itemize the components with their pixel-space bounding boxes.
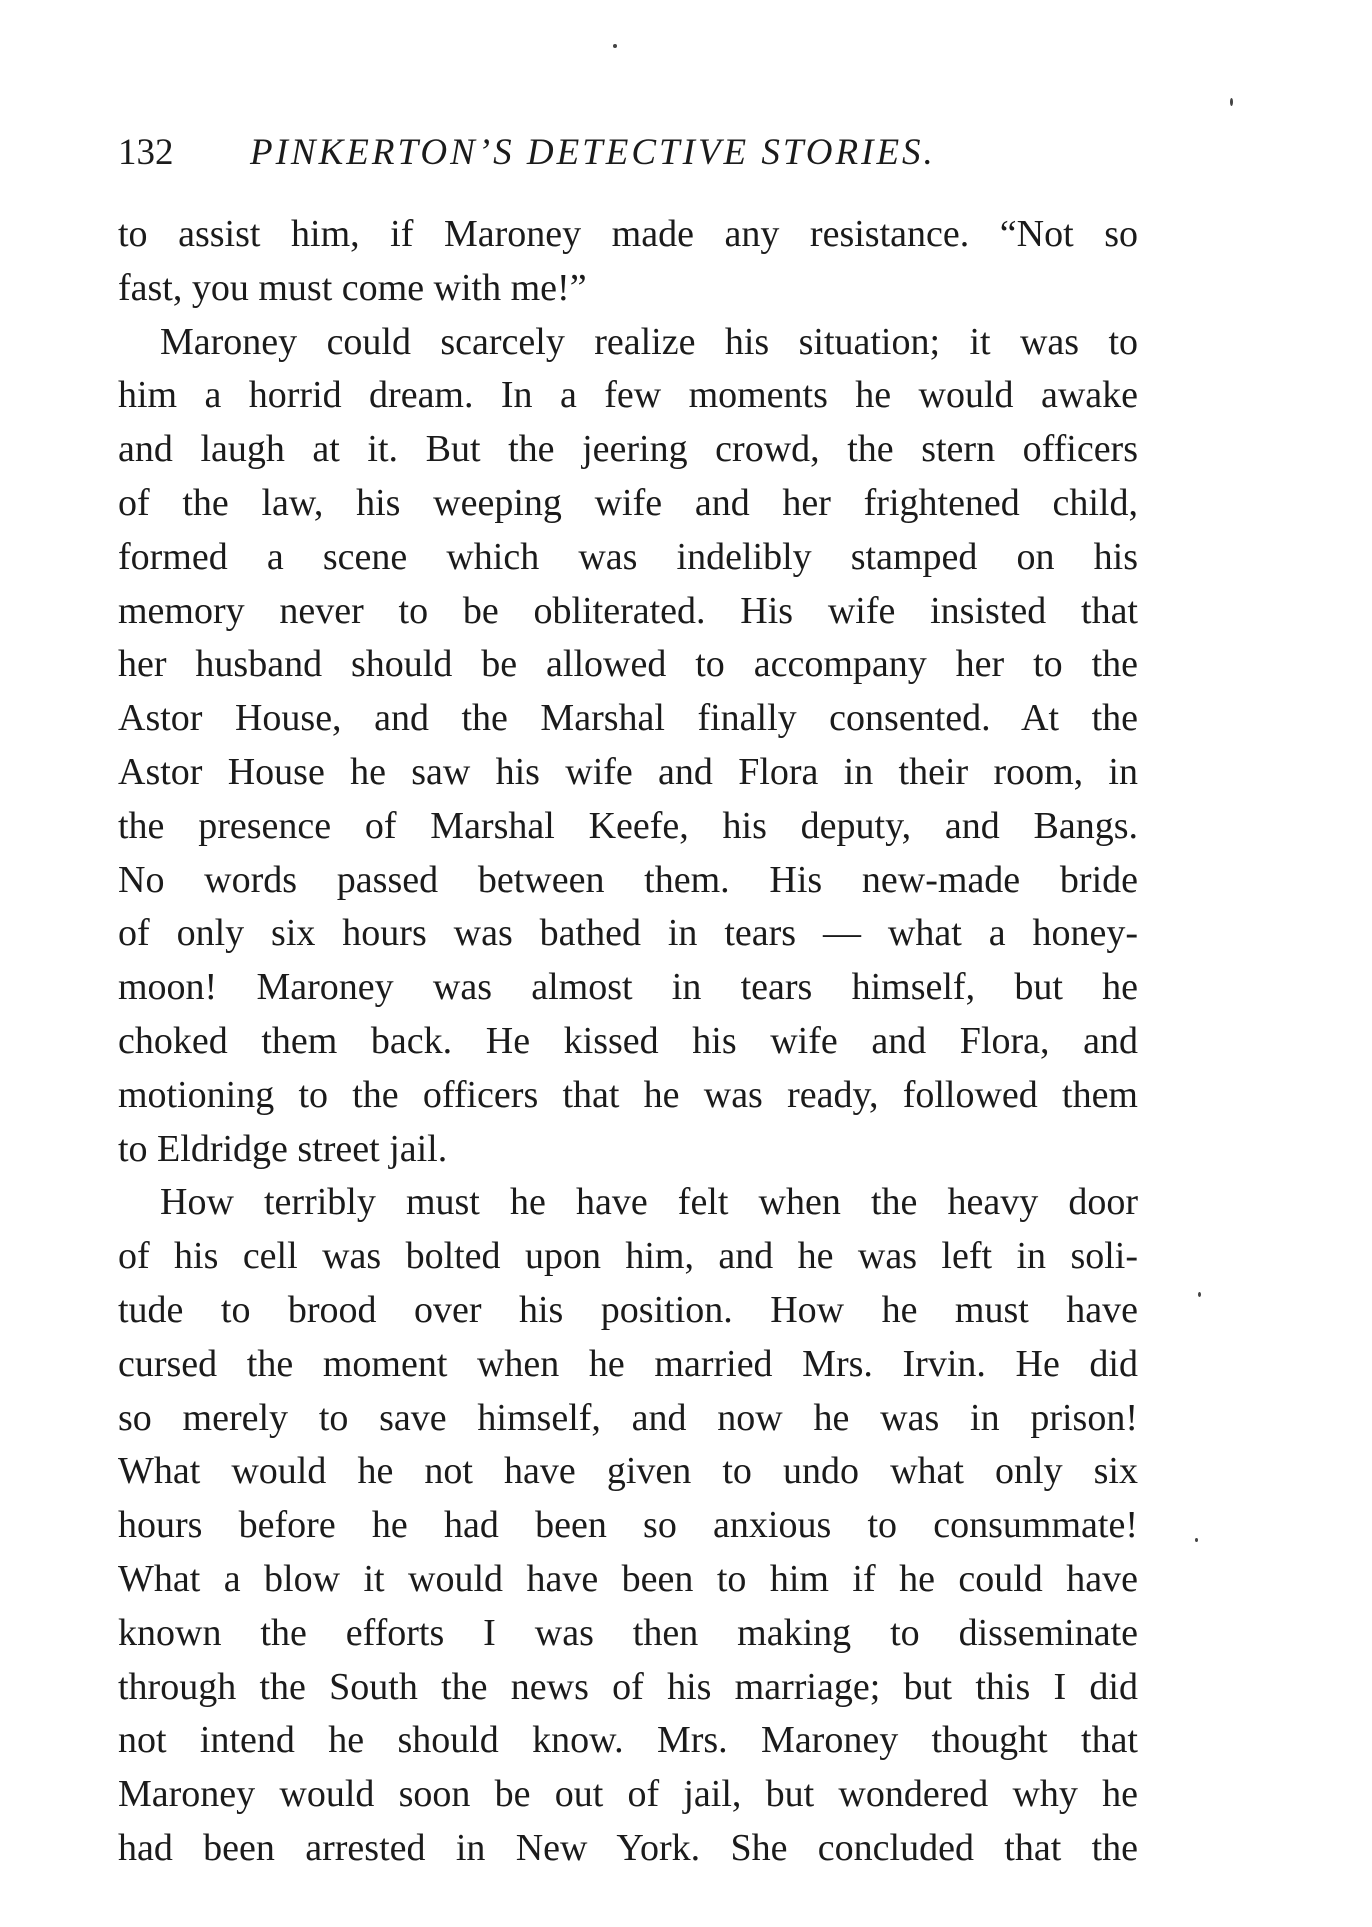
text-line: choked them back. He kissed his wife and Flora, and	[118, 1019, 1138, 1062]
text-line: known the efforts I was then making to disseminate	[118, 1611, 1138, 1654]
scan-speck	[1198, 1292, 1201, 1297]
text-line: of the law, his weeping wife and her frightened child,	[118, 481, 1138, 524]
text-line: motioning to the officers that he was ready, followed them	[118, 1073, 1138, 1116]
text-line: Astor House, and the Marshal finally consented. At the	[118, 697, 1138, 740]
text-line: of only six hours was bathed in tears — what a honey-	[118, 912, 1138, 955]
text-line: had been arrested in New York. She concluded that the	[118, 1826, 1138, 1869]
text-line: Astor House he saw his wife and Flora in their room, in	[118, 750, 1138, 793]
scan-speck	[613, 44, 617, 48]
text-line: to assist him, if Maroney made any resistance. “Not so	[118, 213, 1138, 255]
text-line: What a blow it would have been to him if he could have	[118, 1557, 1138, 1600]
text-line: to Eldridge street jail.	[118, 1127, 448, 1170]
scan-speck	[1195, 1538, 1198, 1542]
text-line: tude to brood over his position. How he must have	[118, 1288, 1138, 1331]
text-line: of his cell was bolted upon him, and he was left in soli-	[118, 1235, 1138, 1278]
text-line: Maroney would soon be out of jail, but wondered why he	[118, 1773, 1138, 1816]
text-line: No words passed between them. His new-made bride	[118, 858, 1138, 901]
text-line: and laugh at it. But the jeering crowd, the stern officers	[118, 428, 1138, 471]
text-line: How terribly must he have felt when the heavy door	[160, 1181, 1138, 1224]
scan-speck	[1230, 98, 1233, 106]
text-line: cursed the moment when he married Mrs. Irvin. He did	[118, 1342, 1138, 1385]
page-number: 132	[118, 132, 174, 173]
text-line: What would he not have given to undo what only six	[118, 1450, 1138, 1493]
text-line: moon! Maroney was almost in tears himself, but he	[118, 966, 1138, 1009]
text-line: not intend he should know. Mrs. Maroney thought that	[118, 1719, 1138, 1762]
text-line: the presence of Marshal Keefe, his deputy, and Bangs.	[118, 804, 1138, 847]
text-line: him a horrid dream. In a few moments he would awake	[118, 374, 1138, 417]
text-line: through the South the news of his marriage; but this I did	[118, 1665, 1138, 1708]
text-line: hours before he had been so anxious to consummate!	[118, 1504, 1138, 1547]
text-line: fast, you must come with me!”	[118, 266, 587, 309]
text-line: memory never to be obliterated. His wife insisted that	[118, 589, 1138, 632]
text-line: formed a scene which was indelibly stamped on his	[118, 535, 1138, 578]
page-header	[118, 128, 1138, 178]
text-line: Maroney could scarcely realize his situation; it was to	[160, 320, 1138, 363]
text-line: her husband should be allowed to accompany her to the	[118, 643, 1138, 686]
body-text	[118, 208, 1138, 1876]
text-line: so merely to save himself, and now he was in prison!	[118, 1396, 1138, 1439]
running-title: PINKERTON’S DETECTIVE STORIES.	[250, 132, 936, 173]
